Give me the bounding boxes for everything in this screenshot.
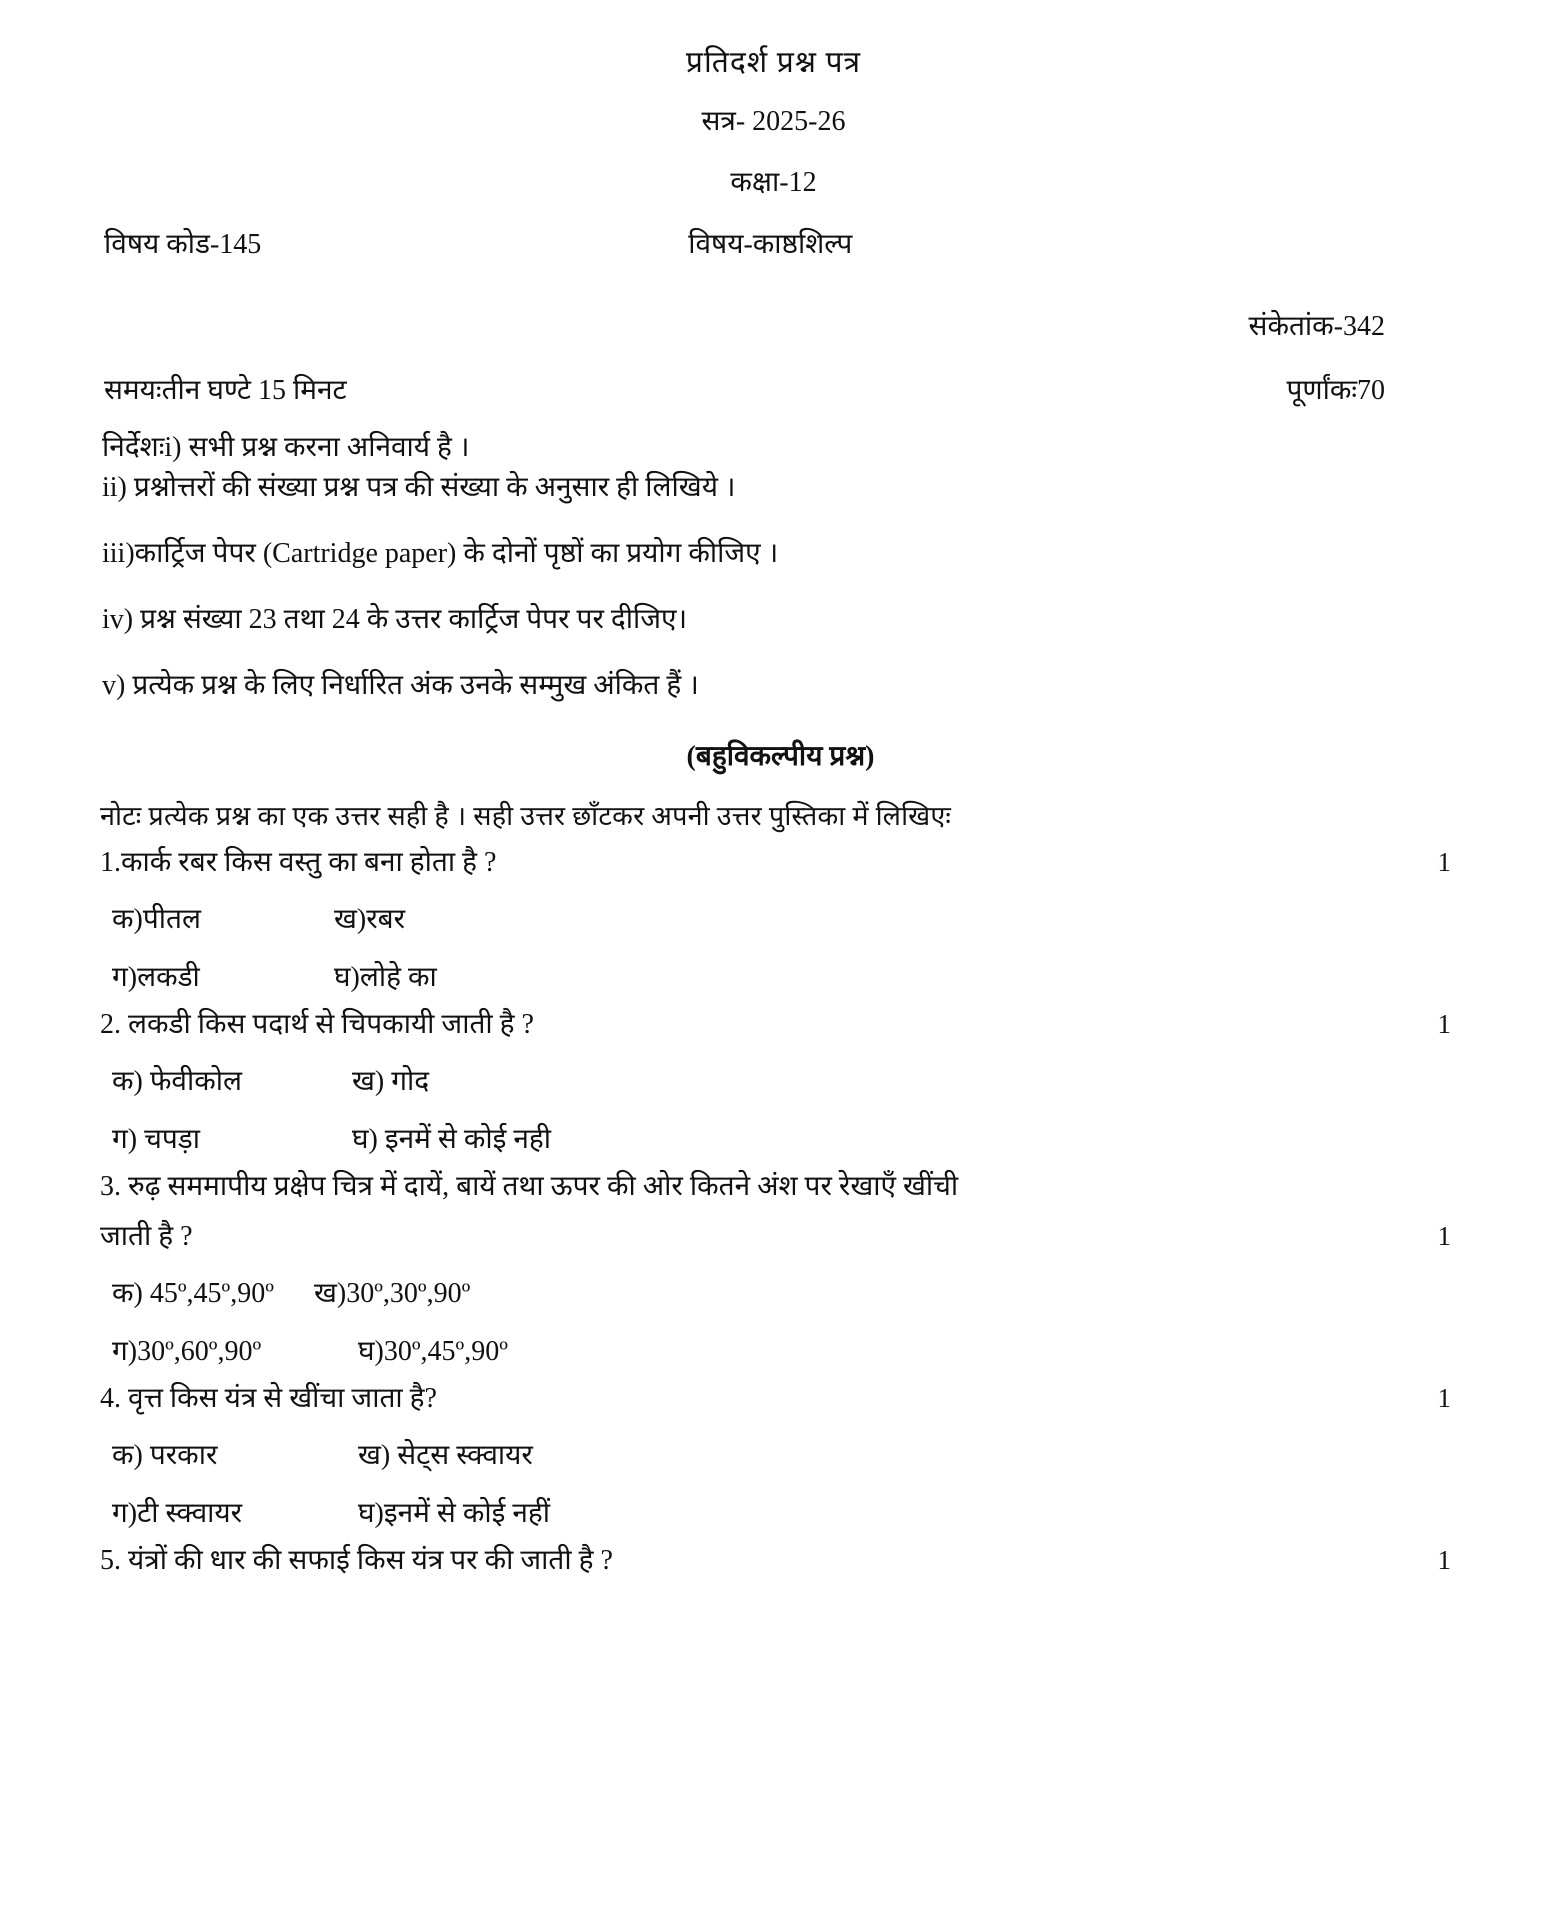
maximum-marks: पूर्णांकः70: [1286, 374, 1385, 406]
option-c: ग)लकडी: [112, 961, 200, 993]
subject-code: विषय कोड-145: [104, 228, 262, 260]
question-label: 2. लकडी किस पदार्थ से चिपकायी जाती है ?: [100, 1008, 534, 1040]
subject-row: [96, 224, 1451, 266]
instruction-iv: iv) प्रश्न संख्या 23 तथा 24 के उत्तर कार्ट्रिज पेपर पर दीजिए।: [102, 603, 688, 635]
option-a: क)पीतल: [112, 903, 201, 935]
option-row: [96, 899, 1451, 937]
option-a: क) फेवीकोल: [112, 1065, 242, 1097]
question-item: [96, 1383, 1451, 1531]
question-text: [96, 1009, 1451, 1041]
question-text: [96, 1545, 1451, 1577]
option-row: [96, 1273, 1451, 1311]
question-item: [96, 847, 1451, 995]
option-b: ख)30º,30º,90º: [314, 1278, 471, 1310]
option-d: घ)30º,45º,90º: [358, 1336, 508, 1368]
option-row: [96, 957, 1451, 995]
question-label: 3. रुढ़ सममापीय प्रक्षेप चित्र में दायें, बायें तथा ऊपर की ओर कितने अंश पर रेखाएँ खींची: [100, 1170, 959, 1202]
session-line: सत्र- 2025-26: [701, 105, 846, 137]
option-d: घ)लोहे का: [334, 961, 437, 993]
question-label-continued: जाती है ?: [100, 1221, 193, 1253]
question-label: 1.कार्क रबर किस वस्तु का बना होता है ?: [100, 846, 497, 878]
question-text: [96, 1171, 1451, 1203]
question-label: 5. यंत्रों की धार की सफाई किस यंत्र पर की जाती है ?: [100, 1545, 613, 1577]
option-a: क) परकार: [112, 1440, 218, 1472]
option-c: ग)टी स्क्वायर: [112, 1498, 243, 1530]
class-line: कक्षा-12: [730, 166, 817, 198]
time-marks-row: [96, 370, 1451, 412]
question-marks: 1: [1437, 1383, 1451, 1414]
question-text-continued: [96, 1221, 1451, 1253]
option-row: [96, 1119, 1451, 1157]
option-b: ख) गोद: [352, 1065, 430, 1097]
question-item: [96, 1009, 1451, 1157]
option-row: [96, 1493, 1451, 1531]
instruction-v: v) प्रत्येक प्रश्न के लिए निर्धारित अंक उनके सम्मुख अंकित हैं ।: [102, 669, 699, 701]
time-allowed: समयःतीन घण्टे 15 मिनट: [104, 374, 347, 406]
option-d: घ) इनमें से कोई नही: [352, 1123, 551, 1155]
option-d: घ)इनमें से कोई नहीं: [358, 1498, 550, 1530]
page-title: प्रतिदर्श प्रश्न पत्र: [685, 46, 862, 79]
option-row: [96, 1061, 1451, 1099]
question-item: [96, 1171, 1451, 1369]
section-note: नोटः प्रत्येक प्रश्न का एक उत्तर सही है । सही उत्तर छाँटकर अपनी उत्तर पुस्तिका में लिखिएः: [100, 800, 952, 831]
option-c: ग)30º,60º,90º: [112, 1336, 262, 1368]
instruction-i: निर्देशःi) सभी प्रश्न करना अनिवार्य है ।: [102, 431, 470, 463]
instruction-iii: iii)कार्ट्रिज पेपर (Cartridge paper) के दोनों पृष्ठों का प्रयोग कीजिए ।: [102, 537, 779, 569]
option-a: क) 45º,45º,90º: [112, 1278, 274, 1310]
question-marks: 1: [1437, 1221, 1451, 1252]
option-b: ख)रबर: [334, 903, 406, 935]
section-heading: (बहुविकल्पीय प्रश्न): [686, 740, 875, 772]
subject-name: विषय-काष्ठशिल्प: [688, 228, 853, 260]
option-row: [96, 1331, 1451, 1369]
question-item: [96, 1545, 1451, 1577]
option-c: ग) चपड़ा: [112, 1123, 201, 1155]
question-text: [96, 1383, 1451, 1415]
question-marks: 1: [1437, 846, 1451, 877]
question-text: [96, 847, 1451, 879]
option-row: [96, 1435, 1451, 1473]
question-marks: 1: [1437, 1008, 1451, 1039]
question-marks: 1: [1437, 1545, 1451, 1576]
instruction-ii: ii) प्रश्नोत्तरों की संख्या प्रश्न पत्र की संख्या के अनुसार ही लिखिये ।: [102, 471, 736, 503]
option-b: ख) सेट्स स्क्वायर: [358, 1440, 533, 1472]
question-label: 4. वृत्त किस यंत्र से खींचा जाता है?: [100, 1383, 437, 1415]
sanketank-line: संकेतांक-342: [1248, 310, 1385, 342]
